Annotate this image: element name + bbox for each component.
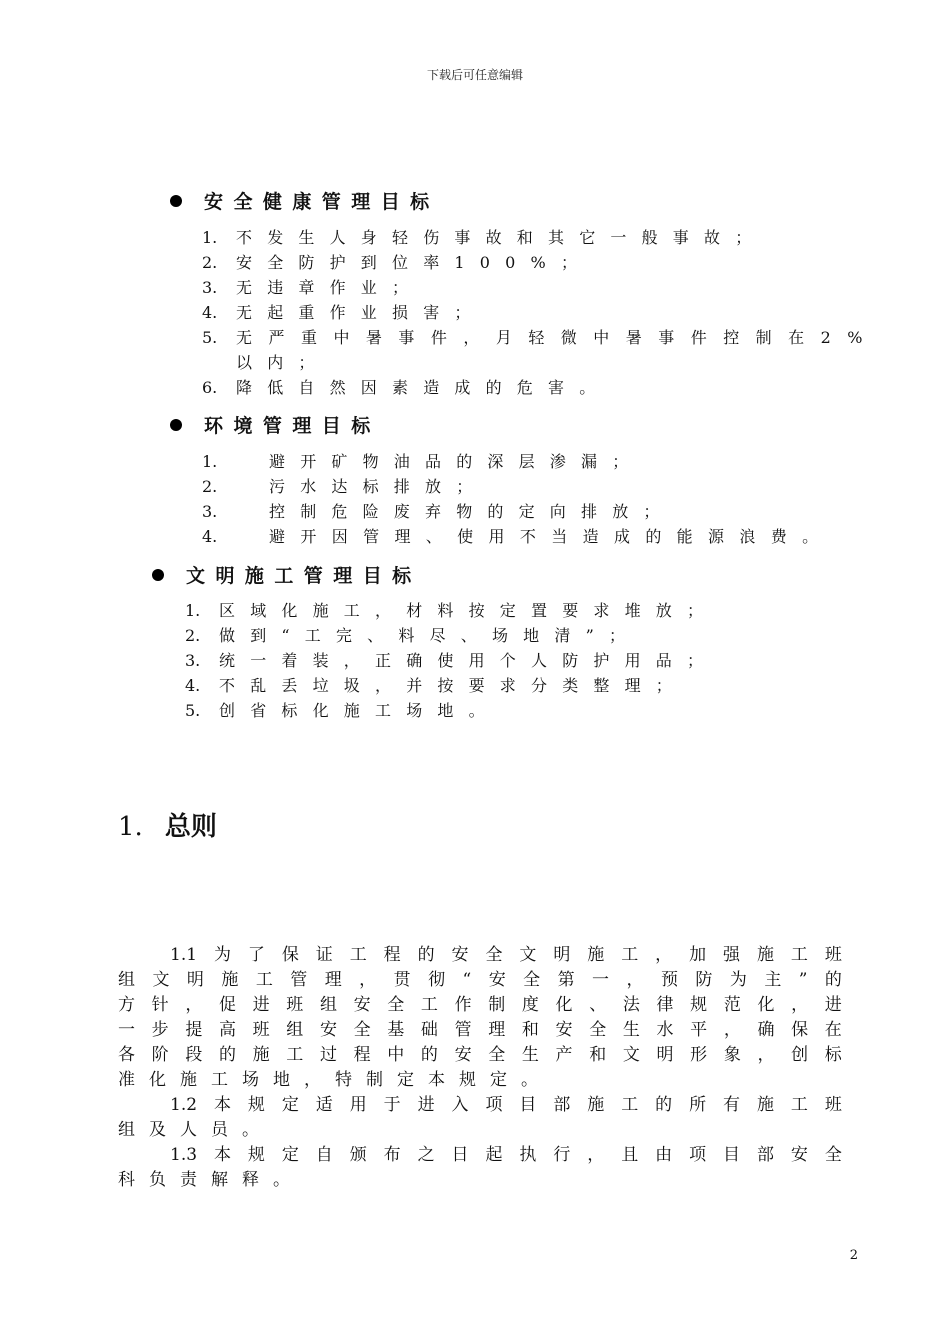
paragraph-line: 1.3 本 规 定 自 颁 布 之 日 起 执 行 ， 且 由 项 目 部 安 全 [170,1145,842,1165]
paragraph-line: 科 负 责 解 释 。 [118,1170,290,1190]
section-heading-environment [170,411,381,438]
paragraph-line: 准 化 施 工 场 地 ， 特 制 定 本 规 定 。 [118,1070,538,1090]
bullet-icon [170,195,182,207]
section-heading-safety-health [170,187,440,214]
section-heading-text: 环境管理目标 [204,415,381,437]
paragraph-line: 组 文 明 施 工 管 理 ， 贯 彻 “ 安 全 第 一 ， 预 防 为 主 ” 的 [118,970,842,990]
paragraph-line: 各 阶 段 的 施 工 过 程 中 的 安 全 生 产 和 文 明 形 象 ， 创 标 [118,1045,842,1065]
paragraph-line: 一 步 提 高 班 组 安 全 基 础 管 理 和 安 全 生 水 平 ， 确 保 在 [118,1020,842,1040]
paragraph-line: 1.2 本 规 定 适 用 于 进 入 项 目 部 施 工 的 所 有 施 工 班 [170,1095,842,1115]
paragraph-line: 1.1 为 了 保 证 工 程 的 安 全 文 明 施 工 ， 加 强 施 工 班 [170,945,842,965]
chapter-heading [118,806,217,843]
chapter-number: 1. [118,812,143,842]
page-number: 2 [849,1248,858,1263]
header-note: 下载后可任意编辑 [426,68,523,82]
paragraph-line: 组 及 人 员 。 [118,1120,259,1140]
section-heading-text: 安全健康管理目标 [204,191,440,213]
section-heading-civilized-construction [152,561,422,588]
paragraph-line: 方 针 ， 促 进 班 组 安 全 工 作 制 度 化 、 法 律 规 范 化 ， 进 [118,995,842,1015]
bullet-icon [170,419,182,431]
chapter-title: 总则 [164,812,217,842]
section-heading-text: 文明施工管理目标 [186,565,422,587]
bullet-icon [152,569,164,581]
